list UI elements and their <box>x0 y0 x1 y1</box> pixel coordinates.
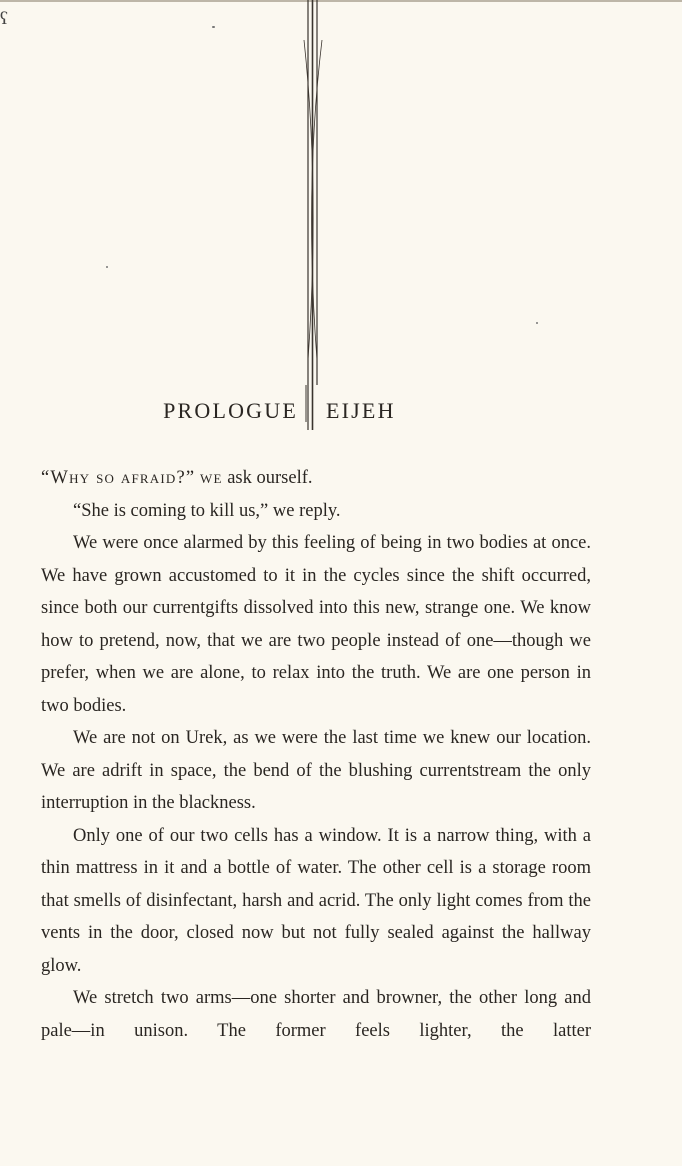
chapter-heading <box>0 398 682 428</box>
page-top-edge <box>0 0 682 2</box>
opening-quote: “Why so afraid?” <box>41 468 196 488</box>
chapter-label: PROLOGUE <box>163 398 298 423</box>
chapter-ornament <box>298 0 328 440</box>
chapter-name: EIJEH <box>326 398 396 423</box>
paragraph: We are not on Urek, as we were the last time we knew our location. We are adrift in space, the bend of the blushing currentstream the only interruption in the blackness. <box>41 728 591 813</box>
paragraph: Only one of our two cells has a window. It is a narrow thing, with a thin mattress in it and a bottle of water. The other cell is a storage room that smells of disinfectant, harsh and acrid. The only light comes from the vents in the door, closed now but not fully sealed against the hallway glow. <box>41 825 591 976</box>
paragraph: We stretch two arms—one shorter and browner, the other long and pale—in unison. The former feels lighter, the latter <box>41 988 591 1041</box>
opening-we: we <box>199 468 223 488</box>
corner-mark: ʕ <box>0 8 8 28</box>
opening-rest: ask ourself. <box>222 468 313 488</box>
paragraph: We were once alarmed by this feeling of being in two bodies at once. We have grown accustomed to it in the cycles since the shift occurred, since both our currentgifts dissolved into this new, strange one. We know how to pretend, now, that we are two people instead of one—though we prefer, when we are alone, to relax into the truth. We are one person in two bodies. <box>41 533 591 716</box>
opening-paragraph <box>41 462 591 495</box>
paper-speck <box>106 266 108 268</box>
paper-speck <box>212 26 215 28</box>
prologue-text <box>41 462 591 1047</box>
paper-speck <box>536 322 538 324</box>
paragraph: “She is coming to kill us,” we reply. <box>73 500 341 521</box>
